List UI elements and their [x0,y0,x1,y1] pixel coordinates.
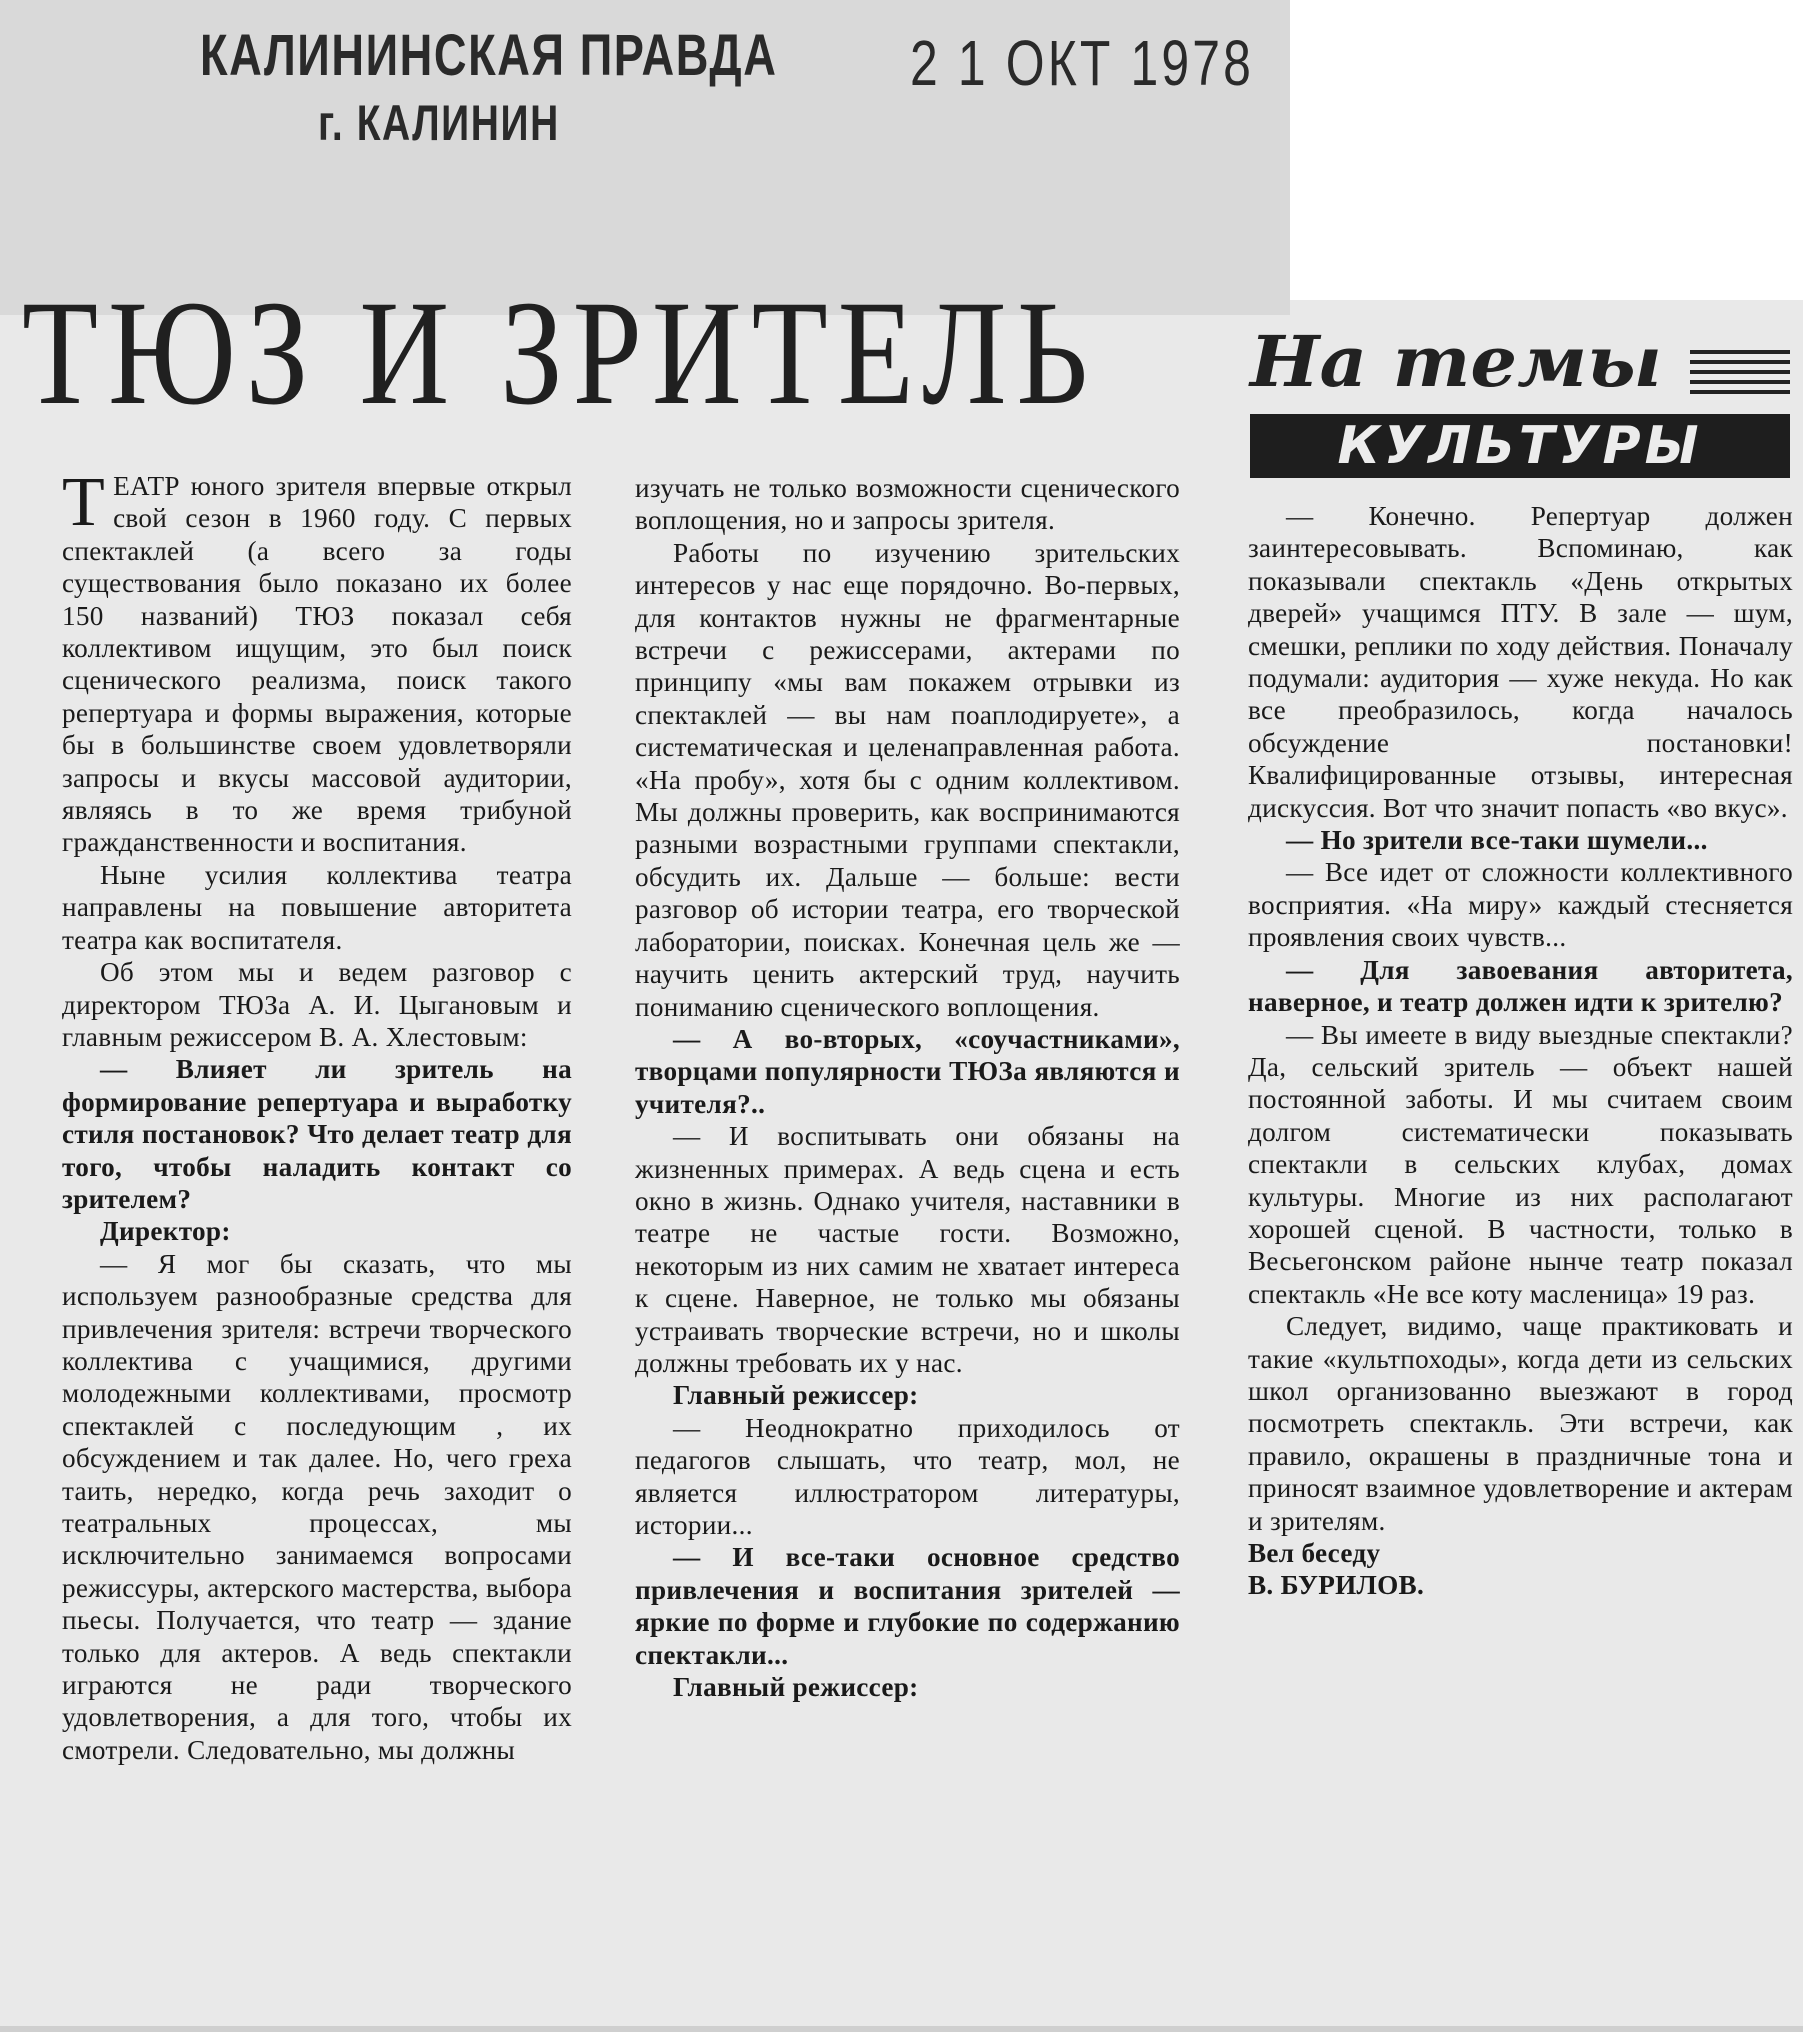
byline-caption: Вел беседу [1248,1538,1381,1568]
article-column-1 [62,464,572,1766]
paragraph: Об этом мы и ведем разговор с директором ТЮЗа А. И. Цыгановым и главным режиссером В. А. Хлестовым: [62,957,572,1052]
blank-margin [1290,0,1803,300]
article-column-2 [635,472,1180,1703]
article-headline: ТЮЗ И ЗРИТЕЛЬ [22,270,1098,436]
rubric-logo [1250,320,1790,480]
rubric-title-line2: КУЛЬТУРЫ [1250,414,1790,478]
rubric-decor-lines [1690,350,1790,410]
drop-cap: Т [62,464,106,541]
speaker-label: Главный режиссер: [673,1380,919,1411]
paragraph: Работы по изучению зрительских интересов у нас еще порядочно. Во-первых, для контактов нужны не фрагментарные встречи с режиссерами, актерами по принципу «мы вам покажем отрывки из спектаклей — вы нам поаплодируете», а систематическая и целенаправленная работа. «На пробу», хотя бы с одним коллективом. Мы должны проверить, как воспринимаются разными возрастными группами спектакли, обсудить их. Дальше — больше: вести разговор об истории театра, его творческой лаборатории, поисках. Конечная цель же — научить ценить актерский труд, научить пониманию сценического воплощения. [635,537,1180,1022]
interview-question: — Влияет ли зритель на формирование репертуара и выработку стиля постановок? Что делает театр для того, чтобы наладить контакт со зрителем? [62,1054,572,1214]
paragraph: — Неоднократно приходилось от педагогов слышать, что театр, мол, не является иллюстратором литературы, истории... [635,1412,1180,1540]
interview-question: — Но зрители все-таки шумели... [1286,825,1708,856]
paragraph: ТЕАТР юного зрителя впервые открыл свой сезон в 1960 году. С первых спектаклей (а всего за годы существования было показано их более 150 названий) ТЮЗ показал себя коллективом ищущим, это был поиск сценического реализма, поиск такого репертуара и формы выражения, которые бы в большинстве своем удовлетворяли запросы и вкусы массовой аудитории, являясь в то же время трибуной гражданственности и воспитания. [62,464,572,858]
date-stamp: 2 1 ОКТ 1978 [910,27,1255,99]
paragraph: — И воспитывать они обязаны на жизненных примерах. А ведь сцена и есть окно в жизнь. Однако учителя, наставники в театре не частые гости. Возможно, некоторым из них самим не хватает интереса к сцене. Наверное, не только мы обязаны устраивать творческие встречи, но и школы должны требовать их у нас. [635,1121,1180,1378]
rubric-title-line1: На темы [1250,320,1662,403]
city-stamp: г. КАЛИНИН [318,95,560,151]
paragraph: — Конечно. Репертуар должен заинтересовывать. Вспоминаю, как показывали спектакль «День открытых дверей» учащимся ПТУ. В зале — шум, смешки, реплики по ходу действия. Поначалу подумали: аудитория — хуже некуда. Но как все преобразилось, когда началось обсуждение постановки! Квалифицированные отзывы, интересная дискуссия. Вот что значит попасть «во вкус». [1248,501,1793,823]
clipping-bottom-edge [0,2026,1803,2032]
paragraph: — Я мог бы сказать, что мы используем разнообразные средства для привлечения зрителя: встречи творческого коллектива с учащимися, другими молодежными коллективами, просмотр спектаклей с последующим , их обсуждением и так далее. Но, чего греха таить, нередко, когда речь заходит о театральных процессах, мы исключительно занимаемся вопросами режиссуры, актерского мастерства, выбора пьесы. Получается, что театр — здание только для актеров. А ведь спектакли играются не ради творческого удовлетворения, а для того, чтобы их смотрели. Следовательно, мы должны [62,1248,572,1765]
newspaper-name-stamp: КАЛИНИНСКАЯ ПРАВДА [200,23,778,88]
speaker-label: Директор: [100,1216,231,1247]
byline-author: В. БУРИЛОВ. [1248,1570,1425,1601]
paragraph: Следует, видимо, чаще практиковать и такие «культпоходы», когда дети из сельских школ организованно выезжают в город посмотреть спектакль. Эти встречи, как правило, окрашены в праздничные тона и приносят взаимное удовлетворение и актерам и зрителям. [1248,1311,1793,1536]
speaker-label: Главный режиссер: [673,1672,919,1703]
paragraph: изучать не только возможности сценического воплощения, но и запросы зрителя. [635,473,1180,536]
interview-question: — А во-вторых, «соучастниками», творцами популярности ТЮЗа являются и учителя?.. [635,1023,1180,1119]
paragraph: — Все идет от сложности коллективного восприятия. «На миру» каждый стесняется проявления своих чувств... [1248,857,1793,953]
article-column-3 [1248,500,1793,1602]
interview-question: — И все-таки основное средство привлечения и воспитания зрителей — яркие по форме и глубокие по содержанию спектакли... [635,1542,1180,1670]
paragraph: — Вы имеете в виду выездные спектакли? Да, сельский зритель — объект нашей постоянной заботы. И мы считаем своим долгом систематически показывать спектакли в сельских клубах, домах культуры. Многие из них располагают хорошей сценой. В частности, только в Весьегонском районе нынче театр показал спектакль «Не все коту масленица» 19 раз. [1248,1019,1793,1309]
interview-question: — Для завоевания авторитета, наверное, и театр должен идти к зрителю? [1248,954,1793,1018]
paragraph: Ныне усилия коллектива театра направлены на повышение авторитета театра как воспитателя. [62,859,572,955]
